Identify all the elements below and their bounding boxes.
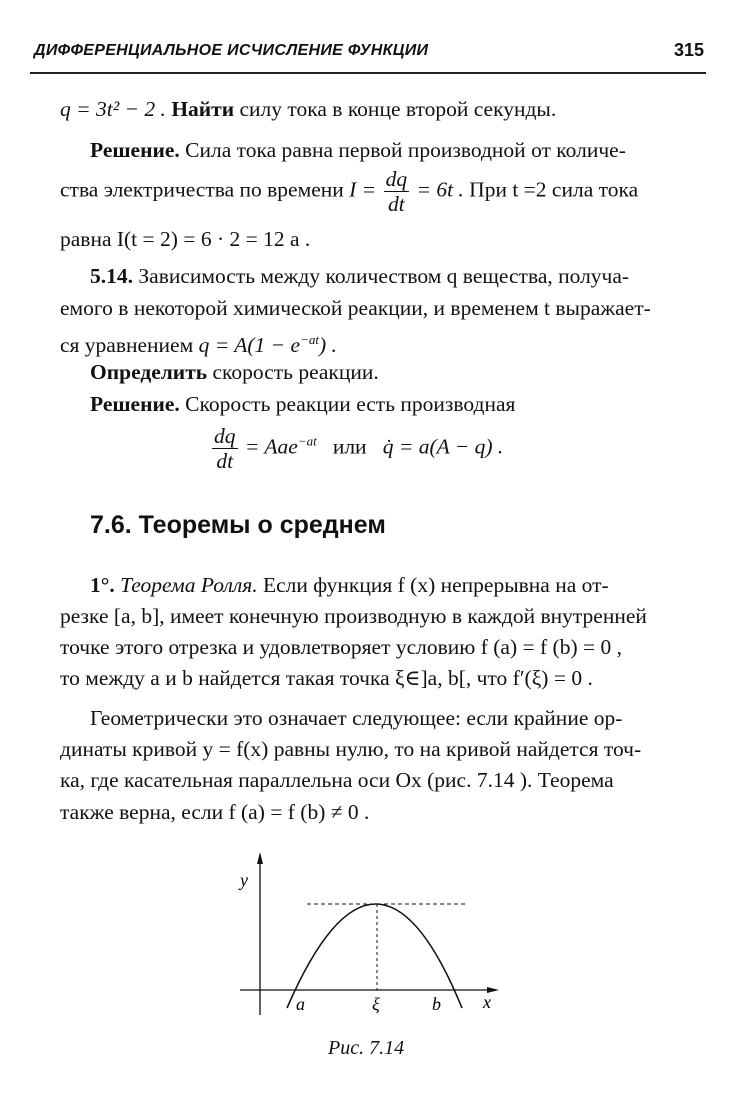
- solution-formula-line: ства электричества по времени I = $\frac{dq}{dt}$ = 6t . При t =2 сила тока: [60, 167, 639, 216]
- geometry-line: Геометрически это означает следующее: если крайние ор-: [90, 706, 623, 730]
- theorem-line: резке [a, b], имеет конечную производную в каждой внутренней: [60, 604, 647, 628]
- display-equation: $\frac{dq}{dt}$ = Aae$^{-at}$ или q̇ = a(A − q) .: [214, 424, 504, 473]
- problem-line: ся уравнением $q = A(1 - e^{-at})$ .: [60, 332, 337, 358]
- y-label: y: [240, 870, 248, 890]
- problem-line: емого в некоторой химической реакции, и временем t выражает-: [60, 296, 651, 320]
- solution-line: равна I(t = 2) = 6 · 2 = 12 а .: [60, 227, 311, 251]
- geometry-line: динаты кривой y = f(x) равны нулю, то на кривой найдется точ-: [60, 737, 642, 761]
- chapter-title: ДИФФЕРЕНЦИАЛЬНОЕ ИСЧИСЛЕНИЕ ФУНКЦИИ: [34, 42, 429, 59]
- xi-label: ξ: [372, 994, 380, 1014]
- x-label: x: [483, 992, 491, 1012]
- derivative-fraction: $\frac{dq}{dt}$: [385, 167, 408, 216]
- theorem-line: то между a и b найдется такая точка ξ∈]a, b[, что f′(ξ) = 0 .: [60, 666, 593, 690]
- y-axis-arrow-icon: [257, 852, 263, 864]
- page-number: 315: [673, 40, 704, 60]
- figure-caption: Рис. 7.14: [328, 1037, 405, 1059]
- para-line: q = 3t² − 2 . Найти силу тока в конце второй секунды.: [60, 97, 557, 121]
- section-heading: 7.6. Теоремы о среднем: [90, 511, 386, 539]
- task-line: Определить скорость реакции.: [90, 360, 379, 384]
- geometry-line: ка, где касательная параллельна оси Ox (рис. 7.14 ). Теорема: [60, 768, 614, 792]
- solution-line: Решение. Сила тока равна первой производной от количе-: [90, 138, 626, 162]
- a-label: a: [296, 994, 305, 1014]
- theorem-line: точке этого отрезка и удовлетворяет условию f (a) = f (b) = 0 ,: [60, 635, 622, 659]
- derivative-fraction: $\frac{dq}{dt}$: [214, 424, 236, 473]
- rolle-figure: [230, 850, 510, 1025]
- theorem-line: 1°. Теорема Ролля. Если функция f (x) непрерывна на от-: [90, 573, 609, 597]
- solution-line: Решение. Скорость реакции есть производная: [90, 392, 516, 416]
- running-header: [30, 40, 706, 74]
- geometry-line: также верна, если f (a) = f (b) ≠ 0 .: [60, 800, 370, 824]
- problem-line: 5.14. Зависимость между количеством q вещества, получа-: [90, 264, 630, 288]
- curve: [287, 904, 462, 1008]
- b-label: b: [432, 994, 441, 1014]
